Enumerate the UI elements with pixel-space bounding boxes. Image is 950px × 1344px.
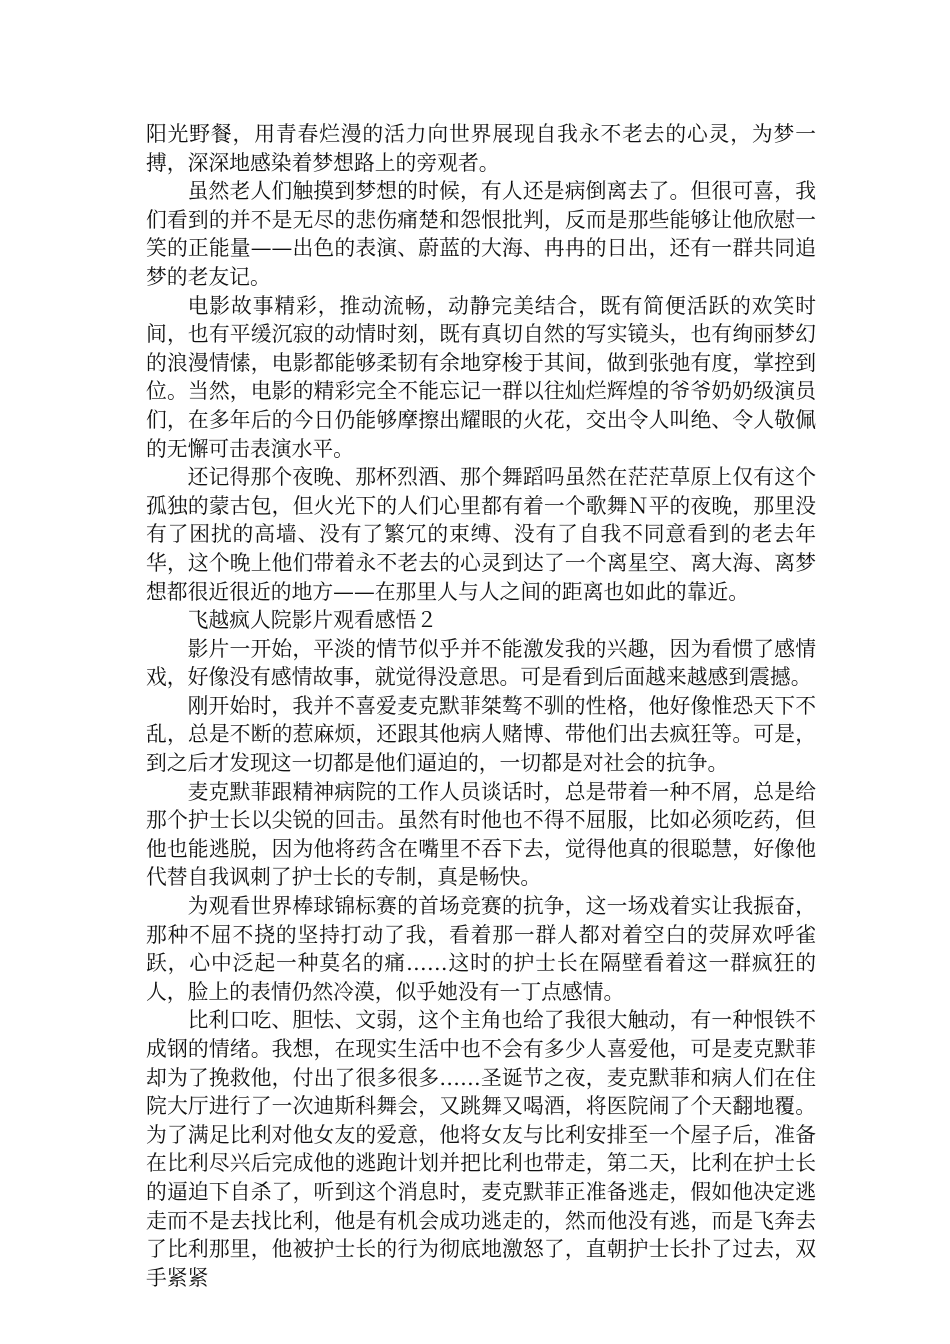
- paragraph: 影片一开始，平淡的情节似乎并不能激发我的兴趣，因为看惯了感情戏，好像没有感情故事，就觉得没意思。可是看到后面越来越感到震撼。: [146, 636, 816, 690]
- paragraph: 电影故事精彩，推动流畅，动静完美结合，既有简便活跃的欢笑时间，也有平缓沉寂的动情时刻，既有真切自然的写实镜头，也有绚丽梦幻的浪漫情愫，电影都能够柔韧有余地穿梭于其间，做到张弛有度，掌控到位。当然，电影的精彩完全不能忘记一群以往灿烂辉煌的爷爷奶奶级演员们，在多年后的今日仍能够摩擦出耀眼的火花，交出令人叫绝、令人敬佩的无懈可击表演水平。: [146, 293, 816, 461]
- paragraph: 还记得那个夜晚、那杯烈酒、那个舞蹈吗虽然在茫茫草原上仅有这个孤独的蒙古包，但火光下的人们心里都有着一个歌舞Ｎ平的夜晚，那里没有了困扰的高墙、没有了繁冗的束缚、没有了自我不同意看到的老去年华，这个晚上他们带着永不老去的心灵到达了一个离星空、离大海、离梦想都很近很近的地方——在那里人与人之间的距离也如此的靠近。: [146, 465, 816, 604]
- document-body: [146, 120, 816, 1292]
- paragraph: 比利口吃、胆怯、文弱，这个主角也给了我很大触动，有一种恨铁不成钢的情绪。我想，在现实生活中也不会有多少人喜爱他，可是麦克默菲却为了挽救他，付出了很多很多……圣诞节之夜，麦克默菲和病人们在住院大厅进行了一次迪斯科舞会，又跳舞又喝酒，将医院闹了个天翻地覆。为了满足比利对他女友的爱意，他将女友与比利安排至一个屋子后，准备在比利尽兴后完成他的逃跑计划并把比利也带走，第二天，比利在护士长的逼迫下自杀了，听到这个消息时，麦克默菲正准备逃走，假如他决定逃走而不是去找比利，他是有机会成功逃走的，然而他没有逃，而是飞奔去了比利那里，他被护士长的行为彻底地激怒了，直朝护士长扑了过去，双手紧紧: [146, 1008, 816, 1290]
- paragraph: 麦克默菲跟精神病院的工作人员谈话时，总是带着一种不屑，总是给那个护士长以尖锐的回击。虽然有时他也不得不屈服，比如必须吃药，但他也能逃脱，因为他将药含在嘴里不吞下去，觉得他真的很聪慧，好像他代替自我讽刺了护士长的专制，真是畅快。: [146, 779, 816, 890]
- section-heading: 飞越疯人院影片观看感悟２: [187, 608, 438, 633]
- paragraph: 阳光野餐，用青春烂漫的活力向世界展现自我永不老去的心灵，为梦一搏，深深地感染着梦想路上的旁观者。: [146, 122, 816, 175]
- paragraph: 刚开始时，我并不喜爱麦克默菲桀骜不驯的性格，他好像惟恐天下不乱，总是不断的惹麻烦，还跟其他病人赌博、带他们出去疯狂等。可是，到之后才发现这一切都是他们逼迫的，一切都是对社会的抗争。: [146, 693, 816, 776]
- paragraph: 虽然老人们触摸到梦想的时候，有人还是病倒离去了。但很可喜，我们看到的并不是无尽的悲伤痛楚和怨恨批判，反而是那些能够让他欣慰一笑的正能量——出色的表演、蔚蓝的大海、冉冉的日出，还有一群共同追梦的老友记。: [146, 179, 816, 289]
- paragraph: 为观看世界棒球锦标赛的首场竞赛的抗争，这一场戏着实让我振奋，那种不屈不挠的坚持打动了我，看着那一群人都对着空白的荧屏欢呼雀跃，心中泛起一种莫名的痛……这时的护士长在隔壁看着这一群疯狂的人，脸上的表情仍然冷漠，似乎她没有一丁点感情。: [146, 894, 816, 1004]
